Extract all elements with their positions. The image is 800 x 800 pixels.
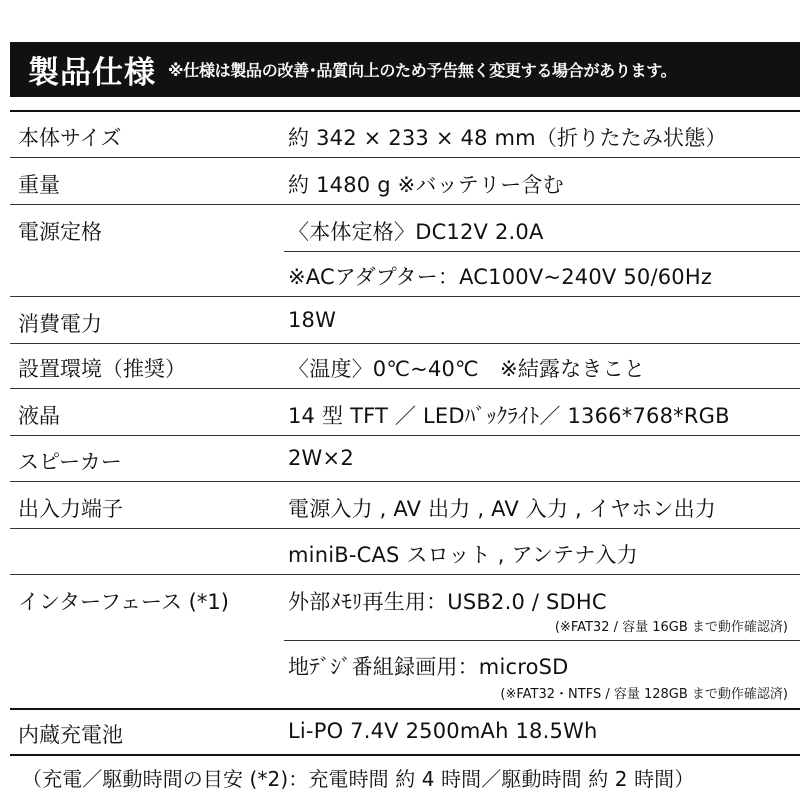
spec-label-consumption: 消費電力 — [18, 312, 102, 336]
spec-value-size: 約 342 × 233 × 48 mm（折りたたみ状態） — [288, 126, 727, 150]
divider — [10, 204, 800, 205]
header-note: ※仕様は製品の改善･品質向上のため予告無く変更する場合があります。 — [168, 61, 677, 80]
table-top-border — [10, 110, 800, 112]
spec-value-environment: 〈温度〉0℃~40℃ ※結露なきこと — [288, 357, 646, 381]
table-bottom-border — [10, 754, 800, 756]
divider — [10, 528, 800, 529]
divider — [10, 481, 800, 482]
divider — [10, 708, 800, 710]
spec-value-interface: 外部ﾒﾓﾘ再生用：USB2.0 / SDHC — [288, 590, 607, 614]
footer-note: （充電／駆動時間の目安 (*2)：充電時間 約 4 時間／駆動時間 約 2 時間） — [22, 767, 695, 791]
spec-value-speaker: 2W×2 — [288, 446, 354, 470]
spec-label-io: 出入力端子 — [18, 497, 123, 521]
divider — [10, 574, 800, 575]
spec-value-lcd: 14 型 TFT ／ LEDﾊﾞｯｸﾗｲﾄ／ 1366*768*RGB — [288, 404, 730, 428]
divider — [10, 157, 800, 158]
spec-value-io-2: miniB-CAS スロット , アンテナ入力 — [288, 543, 638, 567]
spec-value-consumption: 18W — [288, 308, 337, 332]
spec-note-interface: (※FAT32 / 容量 16GB まで動作確認済) — [554, 620, 788, 635]
page-title: 製品仕様 — [28, 55, 156, 91]
spec-label-environment: 設置環境（推奨） — [18, 357, 186, 381]
spec-label-battery: 内蔵充電池 — [18, 723, 123, 747]
spec-value-io: 電源入力 , AV 出力 , AV 入力 , イヤホン出力 — [288, 497, 717, 521]
spec-value-recording: 地ﾃﾞｼﾞ番組録画用：microSD — [288, 655, 569, 679]
divider — [10, 343, 800, 344]
spec-label-size: 本体サイズ — [18, 126, 122, 150]
divider — [284, 251, 800, 252]
divider — [10, 435, 800, 436]
spec-value-battery: Li-PO 7.4V 2500mAh 18.5Wh — [288, 719, 598, 743]
spec-value-power-rating: 〈本体定格〉DC12V 2.0A — [288, 220, 544, 244]
spec-value-weight: 約 1480 g ※バッテリー含む — [288, 173, 564, 197]
spec-label-interface: インターフェース (*1) — [18, 590, 229, 614]
spec-header — [10, 42, 800, 97]
spec-note-recording: (※FAT32・NTFS / 容量 128GB まで動作確認済) — [500, 687, 788, 702]
spec-label-power-rating: 電源定格 — [18, 220, 102, 244]
divider — [284, 640, 800, 641]
spec-label-lcd: 液晶 — [18, 404, 60, 428]
spec-value-ac-adapter: ※ACアダプター：AC100V~240V 50/60Hz — [288, 265, 713, 289]
spec-label-weight: 重量 — [18, 173, 60, 197]
spec-label-speaker: スピーカー — [18, 450, 122, 474]
divider — [10, 296, 800, 297]
divider — [10, 388, 800, 389]
